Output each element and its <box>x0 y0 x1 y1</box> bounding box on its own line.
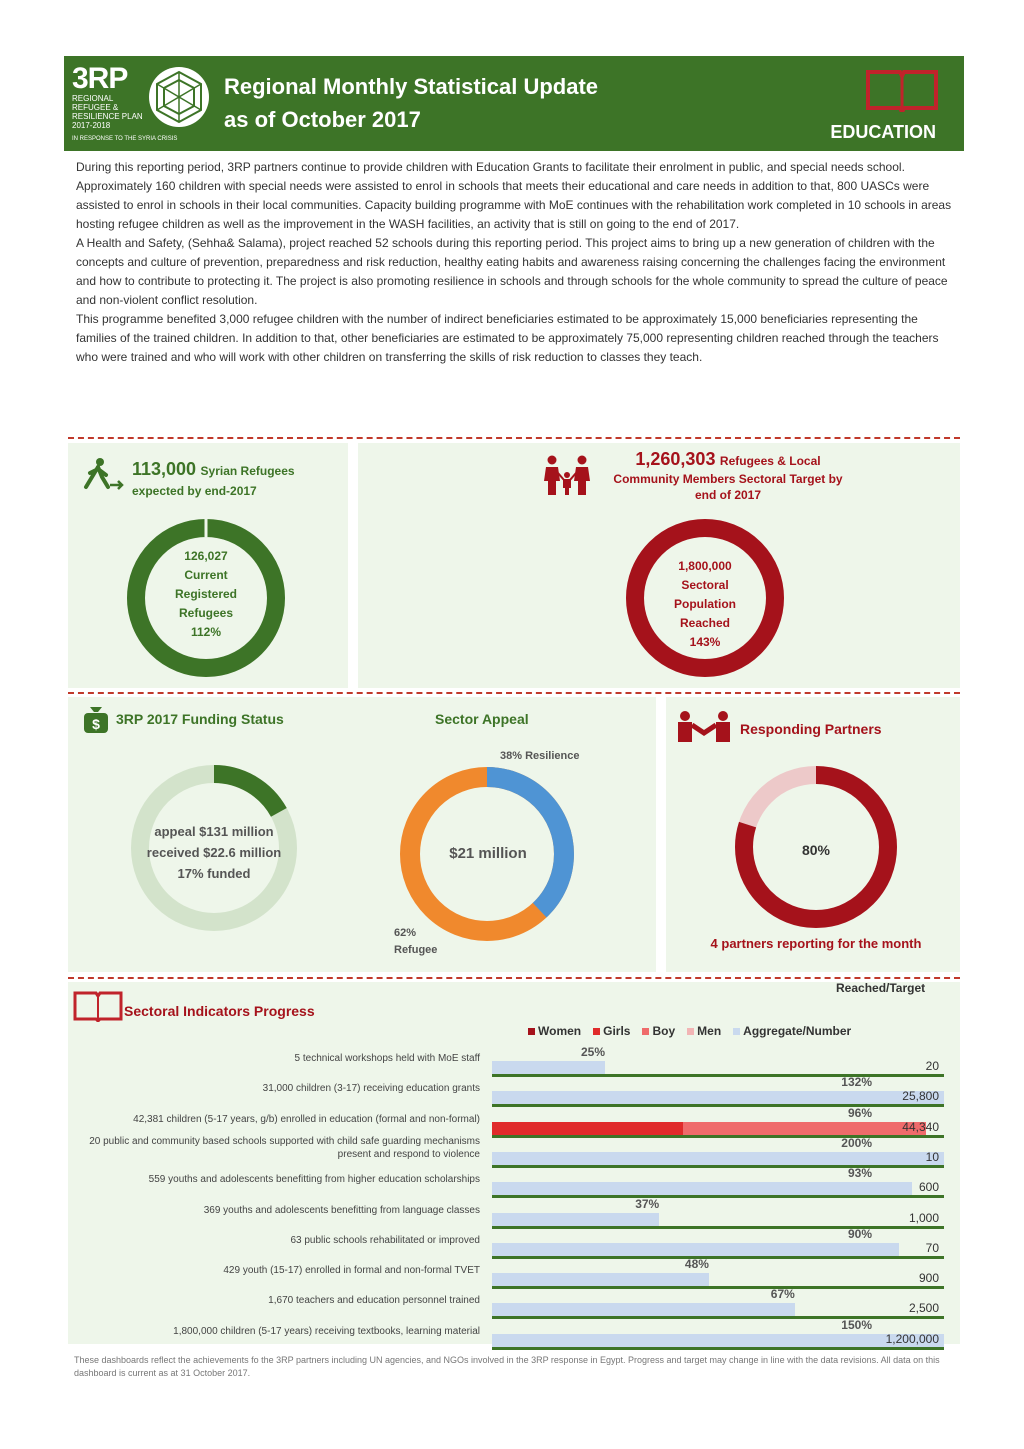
refugees-donut-label: 126,027 Current Registered Refugees 112% <box>174 549 238 639</box>
book-icon <box>72 990 124 1022</box>
legend-label: Aggregate/Number <box>743 1024 852 1038</box>
indicators-title: Sectoral Indicators Progress <box>124 1003 315 1019</box>
indicator-pct: 25% <box>580 1045 605 1059</box>
indicator-label: 369 youths and adolescents benefitting from language classes <box>203 1204 480 1216</box>
indicator-label: 20 public and community based schools supported with child safe guarding mechanisms present and respond to violence <box>89 1135 480 1160</box>
sectoral-panel <box>358 443 960 688</box>
indicator-pct: 90% <box>847 1226 872 1241</box>
indicator-target: 10 <box>925 1149 939 1164</box>
target-line <box>492 1226 944 1229</box>
indicator-bar <box>492 1213 659 1226</box>
legend-item <box>687 1024 721 1038</box>
indicator-label: 1,800,000 children (5-17 years) receiving textbooks, learning material <box>173 1325 480 1337</box>
handshake-icon <box>676 711 732 743</box>
target-line <box>492 1135 944 1138</box>
legend-item <box>593 1024 630 1038</box>
indicator-label: 42,381 children (5-17 years, g/b) enrolled in education (formal and non-formal) <box>133 1113 480 1125</box>
footer-note: These dashboards reflect the achievements fo the 3RP partners including UN agencies, and NGOs involved in the 3RP response in Egypt. Progress and target may change in line with the data revisions. All data on this dashboard is current as at 31 October 2017. <box>74 1355 940 1378</box>
target-line <box>492 1347 944 1350</box>
appeal-center: $21 million <box>449 845 527 862</box>
legend-label: Men <box>697 1024 722 1038</box>
indicator-bar <box>492 1273 709 1286</box>
indicator-label: 63 public schools rehabilitated or improved <box>290 1234 480 1246</box>
walking-person-icon <box>82 457 124 493</box>
logo-subtitle-2: IN RESPONSE TO THE SYRIA CRISIS <box>72 136 178 142</box>
sector-name: EDUCATION <box>830 122 936 142</box>
emblem-icon <box>146 64 212 130</box>
partners-title: Responding Partners <box>740 721 882 737</box>
funding-donut-label: appeal $131 million received $22.6 million 17% funded <box>146 824 282 881</box>
indicator-label: 5 technical workshops held with MoE staff <box>294 1053 480 1064</box>
intro-text <box>76 158 954 367</box>
divider <box>68 437 960 439</box>
indicator-target: 1,200,000 <box>885 1331 939 1346</box>
page-title: Regional Monthly Statistical Update as of October 2017 <box>224 74 599 132</box>
indicator-target: 25,800 <box>902 1089 939 1104</box>
legend-swatch <box>528 1028 535 1035</box>
indicator-target: 1,000 <box>908 1210 939 1225</box>
indicator-pct: 150% <box>841 1317 872 1332</box>
target-line <box>492 1286 944 1289</box>
indicator-bar <box>492 1303 795 1316</box>
partners-caption: 4 partners reporting for the month <box>710 936 922 951</box>
target-line <box>492 1256 944 1259</box>
divider <box>68 692 960 694</box>
refugees-heading: 113,000 Syrian Refugees expected by end-2017 <box>132 459 295 498</box>
target-line <box>492 1195 944 1198</box>
header-banner <box>64 56 964 151</box>
indicator-target: 70 <box>925 1240 939 1255</box>
funding-panel <box>68 697 656 972</box>
reached-target-label: Reached/Target <box>836 981 926 995</box>
target-line <box>492 1316 944 1319</box>
target-line <box>492 1074 944 1077</box>
indicator-target: 600 <box>918 1180 939 1195</box>
legend-item <box>733 1024 851 1038</box>
resilience-label: 38% Resilience <box>500 750 580 762</box>
divider <box>68 977 960 979</box>
target-line <box>492 1165 944 1168</box>
legend-label: Boy <box>652 1024 676 1038</box>
indicator-target: 2,500 <box>908 1301 939 1316</box>
refugee-share-label: 62% Refugee <box>394 927 438 956</box>
indicator-bar <box>492 1061 605 1074</box>
legend-label: Women <box>538 1024 582 1038</box>
indicator-target: 20 <box>925 1059 939 1073</box>
indicator-pct: 96% <box>847 1105 872 1120</box>
bar-segment-girls <box>492 1122 683 1135</box>
appeal-title: Sector Appeal <box>435 711 529 727</box>
sectoral-heading: 1,260,303 Refugees & Local Community Members Sectoral Target by end of 2017 <box>613 449 843 502</box>
target-line <box>492 1104 944 1107</box>
book-icon <box>864 68 940 112</box>
logo-subtitle: REGIONAL REFUGEE & RESILIENCE PLAN 2017-2018 <box>72 94 143 130</box>
family-icon <box>540 455 594 497</box>
indicator-pct: 67% <box>770 1287 795 1302</box>
partners-pct: 80% <box>801 842 831 858</box>
svg-text:$: $ <box>92 716 100 732</box>
indicator-label: 1,670 teachers and education personnel trained <box>268 1295 480 1307</box>
indicator-target: 44,340 <box>902 1119 939 1134</box>
legend-swatch <box>593 1028 600 1035</box>
logo-3rp: 3RP <box>72 62 128 95</box>
indicator-label: 429 youth (15-17) enrolled in formal and non-formal TVET <box>223 1265 480 1277</box>
indicator-pct: 200% <box>841 1135 872 1150</box>
legend-label: Girls <box>603 1024 631 1038</box>
partners-panel <box>666 697 960 972</box>
intro-paragraph-1: During this reporting period, 3RP partners continue to provide children with Education Grants to facilitate their enrolment in public, and special needs school. Approximately 160 children with special needs were assisted to enrol in schools that meets their educational and care needs in addition to that, 800 UASCs were assisted to enrol in schools in their local communities. Capacity building programme with MoE continues with the rehabilitation work completed in 10 schools in areas hosting refugee children as well as the improvement in the WASH facilities, an activity that is still on going to the end of 2017. <box>76 160 952 231</box>
legend-swatch <box>733 1028 740 1035</box>
sectoral-donut-label: 1,800,000 Sectoral Population Reached 143% <box>674 559 736 649</box>
indicator-pct: 48% <box>684 1257 709 1272</box>
indicator-pct: 132% <box>841 1075 872 1090</box>
indicators-legend <box>528 1024 851 1038</box>
indicator-target: 900 <box>918 1271 939 1286</box>
indicator-pct: 37% <box>635 1196 660 1211</box>
refugees-panel <box>68 443 348 688</box>
money-bag-icon <box>80 703 112 735</box>
intro-paragraph-2: A Health and Safety, (Sehha& Salama), project reached 52 schools during this reporting period. This project aims to bring up a new generation of children with the concepts and culture of prevention, preparedness and risk reduction, healthy eating habits and awareness raising concerning the challenges facing the environment and how to contribute to protecting it. The project is also promoting resilience in schools and through schools for the whole community to spread the culture of peace and non-violent conflict resolution. <box>76 236 948 307</box>
funding-title: 3RP 2017 Funding Status <box>116 711 284 727</box>
legend-item <box>642 1024 675 1038</box>
indicator-label: 31,000 children (3-17) receiving education grants <box>262 1083 480 1095</box>
indicator-label: 559 youths and adolescents benefitting from higher education scholarships <box>148 1174 480 1186</box>
indicator-pct: 93% <box>847 1166 872 1181</box>
legend-swatch <box>687 1028 694 1035</box>
legend-item <box>528 1024 581 1038</box>
intro-paragraph-3: This programme benefited 3,000 refugee children with the number of indirect beneficiaries estimated to be approximately 15,000 beneficiaries representing the families of the trained children. In addition to that, other beneficiaries are estimated to be approximately 75,000 representing children reached through the teachers who were trained and who will work with other children on transferring the skills of risk reduction to classes they teach. <box>76 312 939 364</box>
legend-swatch <box>642 1028 649 1035</box>
